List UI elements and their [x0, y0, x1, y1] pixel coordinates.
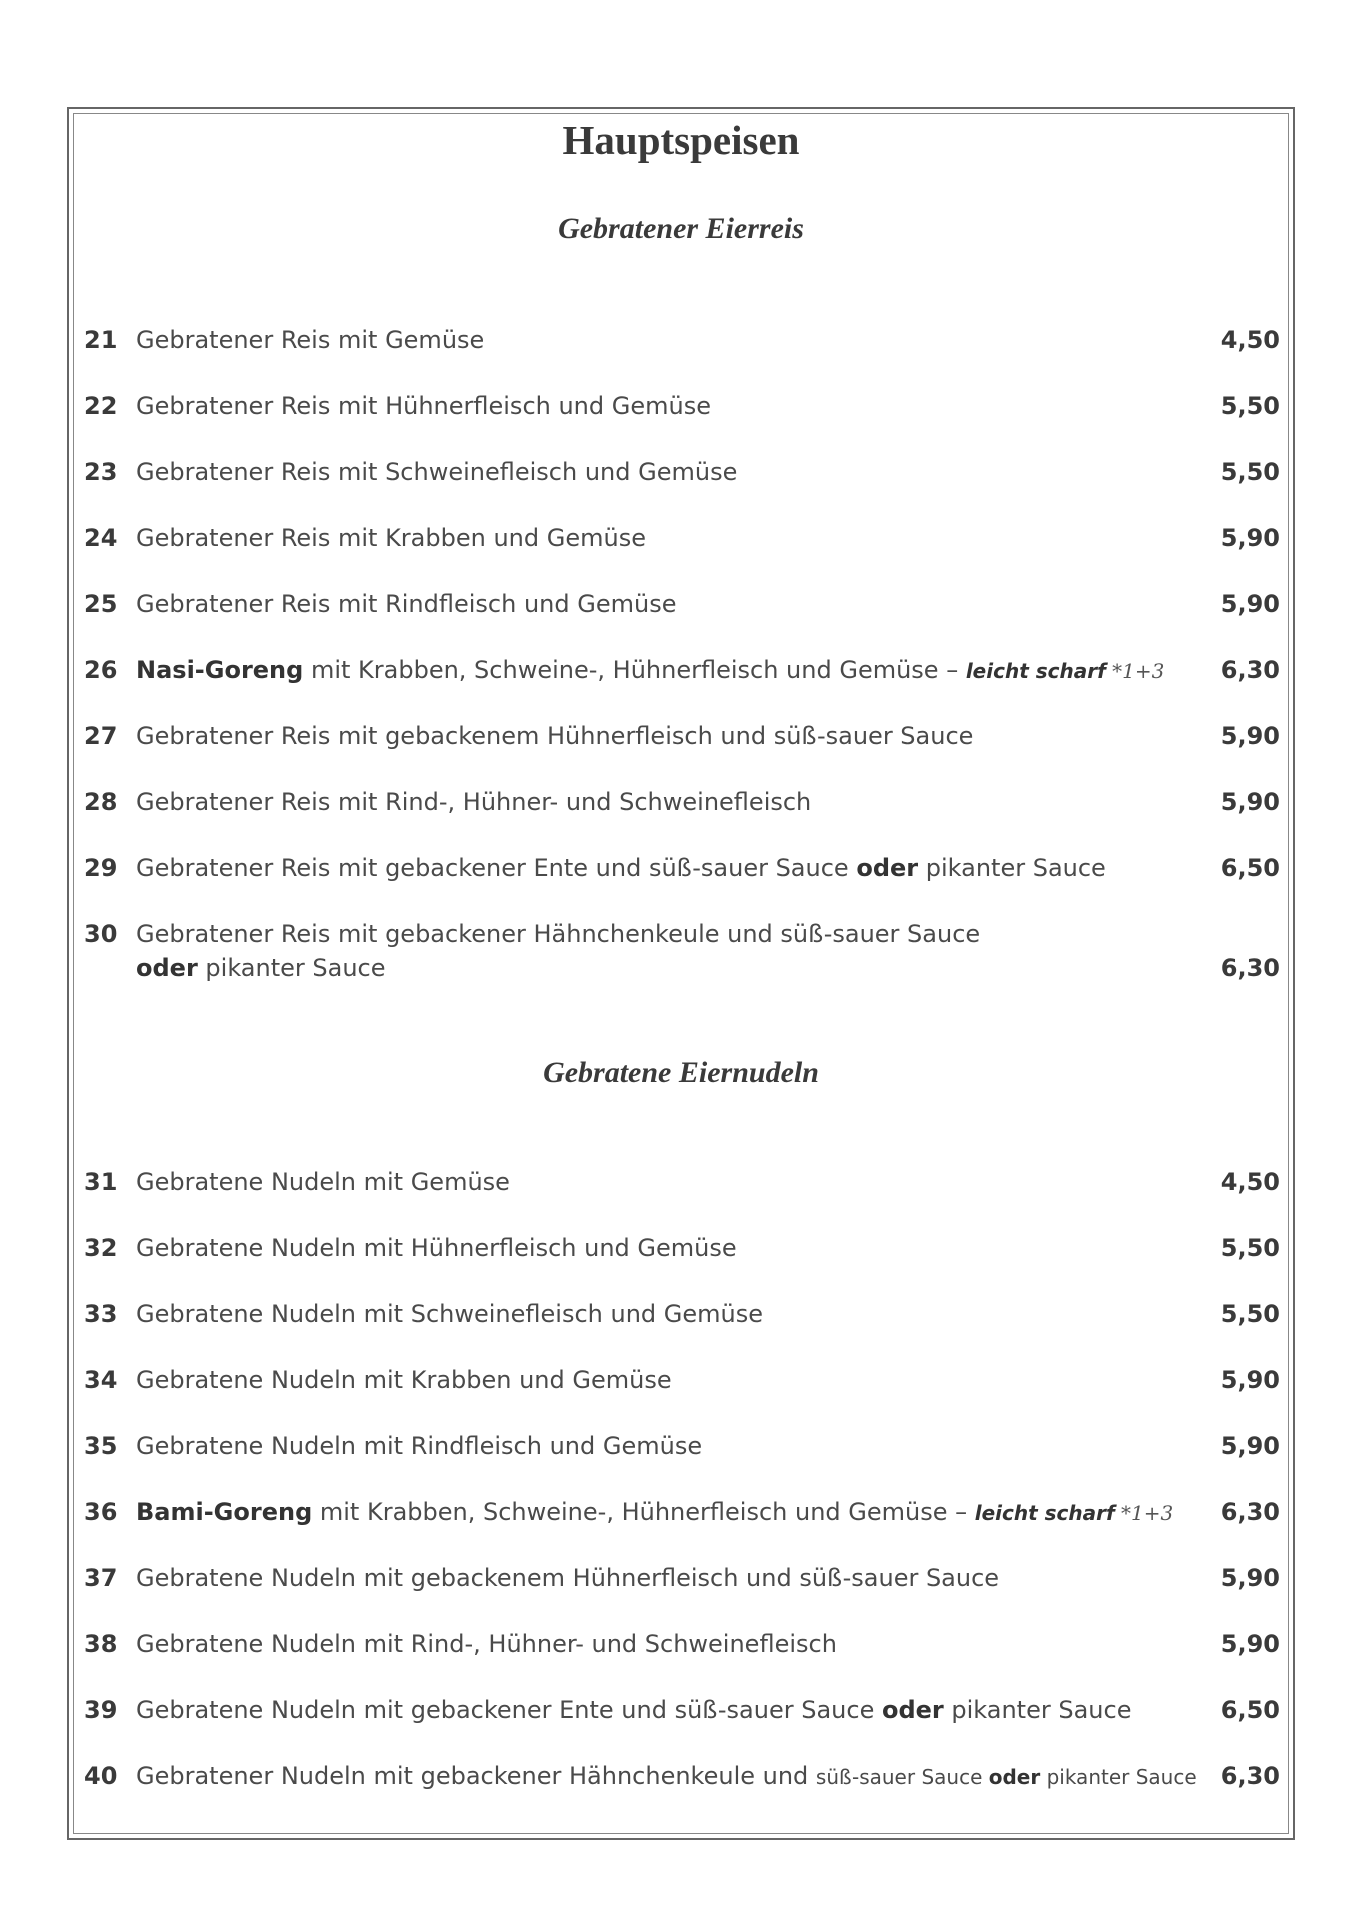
item-number: 25 — [84, 590, 118, 618]
item-description — [136, 1693, 1131, 1727]
item-name: Gebratener Reis mit Hühnerfleisch und Gemüse — [136, 392, 711, 420]
menu-item — [84, 785, 1280, 819]
menu-item — [84, 521, 1280, 555]
spicy-note: leicht scharf — [965, 659, 1106, 683]
item-number: 21 — [84, 326, 118, 354]
item-price: 5,90 — [1220, 590, 1280, 618]
item-name-tail: pikanter Sauce — [1040, 1765, 1197, 1789]
item-number: 37 — [84, 1564, 118, 1592]
item-name: Gebratener Reis mit gebackenem Hühnerfleisch und süß-sauer Sauce — [136, 722, 974, 750]
item-name: mit Krabben, Schweine-, Hühnerfleisch und Gemüse – — [312, 1498, 975, 1526]
item-description — [136, 521, 646, 555]
item-price: 6,30 — [1220, 1498, 1280, 1526]
item-name-tail: pikanter Sauce — [918, 854, 1106, 882]
item-number: 31 — [84, 1168, 118, 1196]
item-name: Gebratene Nudeln mit gebackenem Hühnerfleisch und süß-sauer Sauce — [136, 1564, 1000, 1592]
item-name: Gebratene Nudeln mit Rindfleisch und Gemüse — [136, 1432, 703, 1460]
item-number: 30 — [84, 920, 118, 948]
item-description — [136, 785, 811, 819]
menu-item — [84, 1759, 1280, 1793]
page-title: Hauptspeisen — [562, 117, 800, 163]
item-price: 6,50 — [1220, 1696, 1280, 1724]
item-number: 29 — [84, 854, 118, 882]
item-name-tail: pikanter Sauce — [943, 1696, 1132, 1724]
item-name-or: oder — [988, 1765, 1041, 1789]
item-description — [136, 1495, 1173, 1530]
item-number: 33 — [84, 1300, 118, 1328]
menu-item — [84, 323, 1280, 357]
item-description — [136, 455, 737, 489]
item-price: 6,30 — [1220, 954, 1280, 982]
menu-item — [84, 587, 1280, 621]
item-description — [136, 587, 676, 621]
item-name: Gebratene Nudeln mit Krabben und Gemüse — [136, 1366, 672, 1394]
item-price: 6,30 — [1220, 656, 1280, 684]
item-number: 23 — [84, 458, 118, 486]
item-name: Gebratener Reis mit Rind-, Hühner- und Schweinefleisch — [136, 788, 812, 816]
menu-item — [84, 1297, 1280, 1331]
item-description — [136, 1429, 702, 1463]
menu-item — [84, 1429, 1280, 1463]
menu-item — [84, 1165, 1280, 1199]
item-name-line2 — [136, 951, 980, 985]
item-price: 4,50 — [1220, 326, 1280, 354]
item-price: 5,50 — [1220, 458, 1280, 486]
item-name: Gebratene Nudeln mit gebackener Ente und süß-sauer Sauce — [136, 1696, 882, 1724]
item-name: Gebratener Reis mit gebackener Hähnchenkeule und süß-sauer Sauce — [136, 920, 981, 948]
menu-item — [84, 1693, 1280, 1727]
menu-item — [84, 1561, 1280, 1595]
menu-item — [84, 653, 1280, 687]
menu-item — [84, 1495, 1280, 1529]
item-description — [136, 1231, 737, 1265]
item-number: 36 — [84, 1498, 118, 1526]
item-description — [136, 1627, 837, 1661]
item-name-small — [816, 1765, 1197, 1789]
item-name: Gebratener Reis mit gebackener Ente und süß-sauer Sauce — [136, 854, 857, 882]
item-name: Gebratene Nudeln mit Schweinefleisch und Gemüse — [136, 1300, 763, 1328]
item-description — [136, 323, 484, 357]
item-name: Gebratener Reis mit Schweinefleisch und Gemüse — [136, 458, 738, 486]
item-description — [136, 1561, 999, 1595]
item-price: 6,30 — [1220, 1762, 1280, 1790]
item-price: 5,50 — [1220, 1234, 1280, 1262]
menu-item — [84, 851, 1280, 885]
item-price: 5,90 — [1220, 722, 1280, 750]
spicy-note: leicht scharf — [974, 1501, 1115, 1525]
menu-item — [84, 389, 1280, 423]
item-number: 27 — [84, 722, 118, 750]
item-name: Gebratener Reis mit Rindfleisch und Gemüse — [136, 590, 677, 618]
item-description — [136, 653, 1164, 688]
item-name-small-text: süß-sauer Sauce — [815, 1765, 989, 1789]
item-number: 28 — [84, 788, 118, 816]
item-price: 5,50 — [1220, 392, 1280, 420]
item-description — [136, 1363, 672, 1397]
item-price: 5,90 — [1220, 524, 1280, 552]
item-number: 34 — [84, 1366, 118, 1394]
item-description — [136, 1165, 510, 1199]
item-number: 26 — [84, 656, 118, 684]
item-name-bold: Nasi-Goreng — [136, 656, 304, 684]
item-price: 5,90 — [1220, 1564, 1280, 1592]
item-number: 38 — [84, 1630, 118, 1658]
item-number: 22 — [84, 392, 118, 420]
item-name: mit Krabben, Schweine-, Hühnerfleisch und Gemüse – — [303, 656, 966, 684]
menu-item — [84, 1363, 1280, 1397]
item-name-or: oder — [136, 954, 198, 982]
item-price: 6,50 — [1220, 854, 1280, 882]
menu-item — [84, 917, 1280, 985]
item-name-or: oder — [856, 854, 919, 882]
section-heading-rice: Gebratener Eierreis — [558, 212, 804, 245]
item-name: Gebratene Nudeln mit Hühnerfleisch und Gemüse — [136, 1234, 737, 1262]
item-description — [136, 851, 1106, 885]
menu-item — [84, 719, 1280, 753]
item-number: 39 — [84, 1696, 118, 1724]
item-price: 4,50 — [1220, 1168, 1280, 1196]
item-description — [136, 719, 973, 753]
item-name-bold: Bami-Goreng — [136, 1498, 313, 1526]
item-name: Gebratene Nudeln mit Gemüse — [136, 1168, 510, 1196]
item-description — [136, 1759, 1197, 1794]
item-number: 40 — [84, 1762, 118, 1790]
item-number: 32 — [84, 1234, 118, 1262]
item-name-tail: pikanter Sauce — [197, 954, 386, 982]
allergen-note: *1+3 — [1114, 1501, 1174, 1525]
item-number: 24 — [84, 524, 118, 552]
section-heading-noodles: Gebratene Eiernudeln — [543, 1056, 819, 1089]
menu-item — [84, 455, 1280, 489]
item-number: 35 — [84, 1432, 118, 1460]
item-price: 5,90 — [1220, 1630, 1280, 1658]
item-name: Gebratener Nudeln mit gebackener Hähnchenkeule und — [136, 1762, 816, 1790]
item-price: 5,90 — [1220, 788, 1280, 816]
item-description — [136, 1297, 763, 1331]
item-name: Gebratener Reis mit Gemüse — [136, 326, 485, 354]
item-price: 5,90 — [1220, 1366, 1280, 1394]
menu-item — [84, 1231, 1280, 1265]
item-name: Gebratene Nudeln mit Rind-, Hühner- und Schweinefleisch — [136, 1630, 837, 1658]
item-description — [136, 389, 711, 423]
item-price: 5,50 — [1220, 1300, 1280, 1328]
item-name: Gebratener Reis mit Krabben und Gemüse — [136, 524, 646, 552]
item-description — [136, 917, 980, 985]
item-name-or: oder — [881, 1696, 944, 1724]
item-price: 5,90 — [1220, 1432, 1280, 1460]
menu-item — [84, 1627, 1280, 1661]
allergen-note: *1+3 — [1105, 659, 1165, 683]
